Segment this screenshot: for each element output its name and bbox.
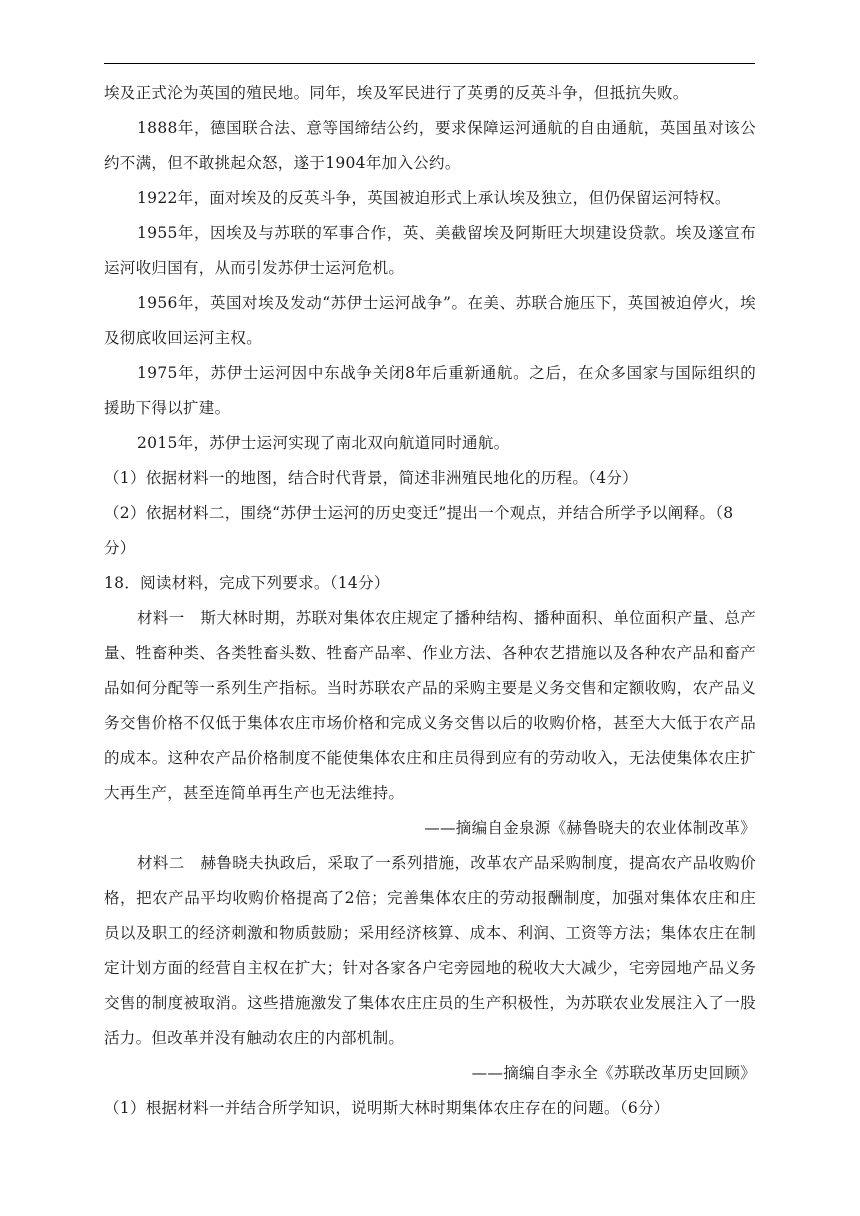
paragraph-2015: 2015年，苏伊士运河实现了南北双向航道同时通航。 [137,434,510,452]
q18-heading: 18．阅读材料，完成下列要求。（14分） [104,574,390,592]
document-body [104,76,756,1126]
q17-sub1: （1）依据材料一的地图，结合时代背景，简述非洲殖民地化的历程。（4分） [104,469,638,487]
paragraph-1955: 1955年，因埃及与苏联的军事合作，英、美截留埃及阿斯旺大坝建设贷款。埃及遂宣布运河收归国有，从而引发苏伊士运河危机。 [104,224,756,277]
header-rule [104,63,755,64]
q18-material2: 材料二 赫鲁晓夫执政后，采取了一系列措施，改革农产品采购制度，提高农产品收购价格，把农产品平均收购价格提高了2倍；完善集体农庄的劳动报酬制度，加强对集体农庄和庄员以及职工的经济刺激和物质鼓励；采用经济核算、成本、利润、工资等方法；集体农庄在制定计划方面的经营自主权在扩大；针对各家各户宅旁园地的税收大大减少，宅旁园地产品义务交售的制度被取消。这些措施激发了集体农庄庄员的生产积极性，为苏联农业发展注入了一股活力。但改革并没有触动农庄的内部机制。 [104,854,756,1047]
q18-material1: 材料一 斯大林时期，苏联对集体农庄规定了播种结构、播种面积、单位面积产量、总产量、牲畜种类、各类牲畜头数、牲畜产品率、作业方法、各种农艺措施以及各种农产品和畜产品如何分配等一系列生产指标。当时苏联农产品的采购主要是义务交售和定额收购，农产品义务交售价格不仅低于集体农庄市场价格和完成义务交售以后的收购价格，甚至大大低于农产品的成本。这种农产品价格制度不能使集体农庄和庄员得到应有的劳动收入，无法使集体农庄扩大再生产，甚至连简单再生产也无法维持。 [104,609,756,802]
q17-sub2: （2）依据材料二，围绕“苏伊士运河的历史变迁”提出一个观点，并结合所学予以阐释。（8分） [104,504,734,557]
paragraph-1975: 1975年，苏伊士运河因中东战争关闭8年后重新通航。之后，在众多国家与国际组织的援助下得以扩建。 [104,364,756,417]
paragraph-1888: 1888年，德国联合法、意等国缔结公约，要求保障运河通航的自由通航，英国虽对该公约不满，但不敢挑起众怒，遂于1904年加入公约。 [104,119,756,172]
q18-sub1: （1）根据材料一并结合所学知识，说明斯大林时期集体农庄存在的问题。（6分） [104,1099,670,1117]
paragraph-1956: 1956年，英国对埃及发动“苏伊士运河战争”。在美、苏联合施压下，英国被迫停火，埃及彻底收回运河主权。 [104,294,756,347]
q18-source1: ——摘编自金泉源《赫鲁晓夫的农业体制改革》 [424,819,756,837]
paragraph-1922: 1922年，面对埃及的反英斗争，英国被迫形式上承认埃及独立，但仍保留运河特权。 [137,189,731,207]
paragraph-egypt-colony: 埃及正式沦为英国的殖民地。同年，埃及军民进行了英勇的反英斗争，但抵抗失败。 [104,84,689,102]
q18-source2: ——摘编自李永全《苏联改革历史回顾》 [471,1064,756,1082]
